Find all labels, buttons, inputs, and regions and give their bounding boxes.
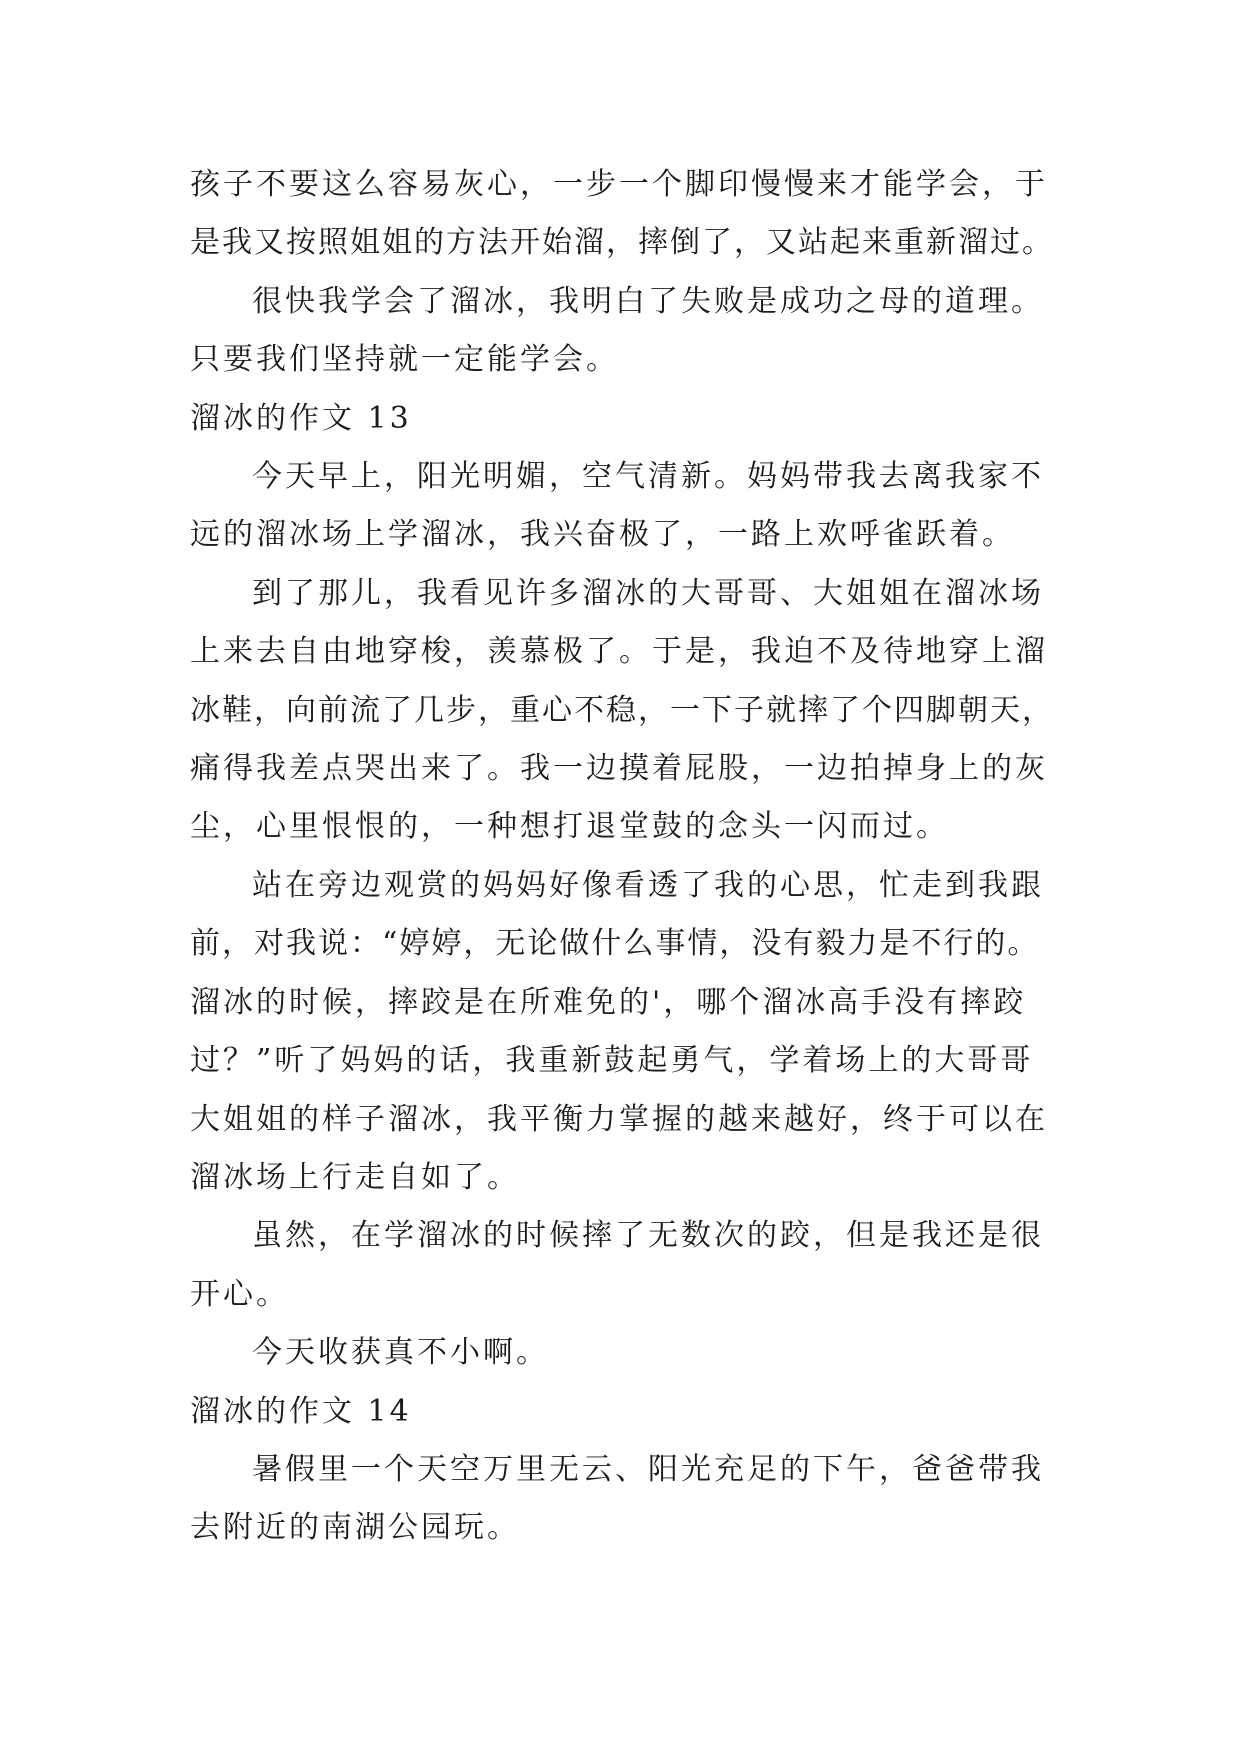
section-heading: 溜冰的作文 13 (190, 400, 412, 436)
paragraph-line: 溜冰场上行走自如了。 (190, 1159, 520, 1195)
paragraph-line: 过？”听了妈妈的话，我重新鼓起勇气，学着场上的大哥哥 (190, 1043, 1034, 1079)
paragraph-line: 痛得我差点哭出来了。我一边摸着屁股，一边拍掉身上的灰 (190, 751, 1048, 787)
paragraph-line: 暑假里一个天空万里无云、阳光充足的下午，爸爸带我 (252, 1451, 1044, 1487)
paragraph-line: 到了那儿，我看见许多溜冰的大哥哥、大姐姐在溜冰场 (252, 575, 1044, 611)
section-heading: 溜冰的作文 14 (190, 1393, 412, 1429)
paragraph-line: 远的溜冰场上学溜冰，我兴奋极了，一路上欢呼雀跃着。 (190, 517, 1015, 553)
paragraph-line: 冰鞋，向前流了几步，重心不稳，一下子就摔了个四脚朝天， (190, 692, 1054, 728)
paragraph-line: 很快我学会了溜冰，我明白了失败是成功之母的道理。 (252, 283, 1044, 319)
paragraph-line: 是我又按照姐姐的方法开始溜，摔倒了，又站起来重新溜过。 (190, 225, 1054, 261)
paragraph-line: 大姐姐的样子溜冰，我平衡力掌握的越来越好，终于可以在 (190, 1101, 1048, 1137)
paragraph-line: 上来去自由地穿梭，羡慕极了。于是，我迫不及待地穿上溜 (190, 634, 1048, 670)
paragraph-line: 去附近的南湖公园玩。 (190, 1510, 520, 1546)
paragraph-line: 孩子不要这么容易灰心，一步一个脚印慢慢来才能学会，于 (190, 167, 1048, 202)
paragraph-line: 开心。 (190, 1276, 289, 1312)
paragraph-line: 前，对我说：“婷婷，无论做什么事情，没有毅力是不行的。 (190, 926, 1040, 962)
document-body (190, 156, 1070, 1558)
paragraph-line: 今天收获真不小啊。 (252, 1335, 549, 1371)
paragraph-line: 站在旁边观赏的妈妈好像看透了我的心思，忙走到我跟 (252, 867, 1044, 903)
paragraph-line: 虽然，在学溜冰的时候摔了无数次的跤，但是我还是很 (252, 1218, 1044, 1254)
paragraph-line: 尘，心里恨恨的，一种想打退堂鼓的念头一闪而过。 (190, 809, 949, 845)
paragraph-line: 溜冰的时候，摔跤是在所难免的'，哪个溜冰高手没有摔跤 (190, 984, 1027, 1020)
paragraph-line: 今天早上，阳光明媚，空气清新。妈妈带我去离我家不 (252, 459, 1044, 495)
paragraph-line: 只要我们坚持就一定能学会。 (190, 342, 619, 378)
